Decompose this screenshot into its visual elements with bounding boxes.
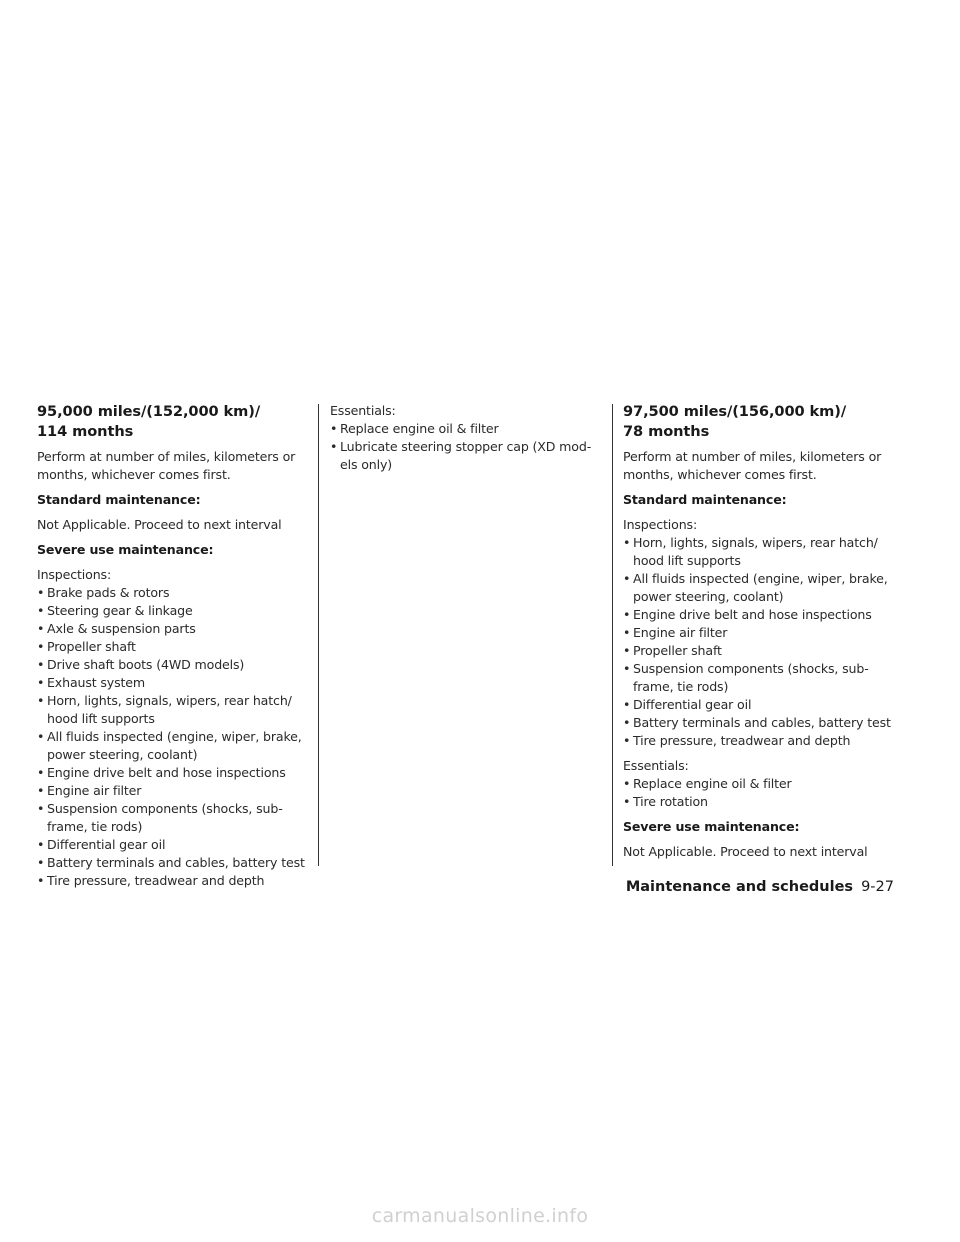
severe-maintenance-text: Not Applicable. Proceed to next interval (623, 844, 868, 859)
list-item: • Replace engine oil & filter (623, 775, 895, 793)
list-item: • Tire rotation (623, 793, 895, 811)
heading-line-2: 78 months (623, 423, 710, 440)
standard-maintenance-title: Standard maintenance: (623, 492, 787, 507)
standard-maintenance-text: Not Applicable. Proceed to next interval (37, 517, 282, 532)
severe-maintenance-title: Severe use maintenance: (37, 542, 214, 557)
column-divider (318, 404, 319, 866)
list-item: • Tire pressure, treadwear and depth (623, 732, 895, 750)
list-item: • Replace engine oil & filter (330, 420, 602, 438)
interval-heading-97500 (623, 402, 895, 442)
inspections-list (37, 584, 309, 890)
list-item: • Engine air filter (37, 782, 309, 800)
list-item: • All fluids inspected (engine, wiper, brake, power steering, coolant) (623, 570, 895, 606)
interval-intro: Perform at number of miles, kilometers or months, whichever comes first. (623, 449, 882, 482)
list-item: • Suspension components (shocks, sub- frame, tie rods) (37, 800, 309, 836)
heading-line-2: 114 months (37, 423, 134, 440)
list-item: • Propeller shaft (37, 638, 309, 656)
column-divider (612, 404, 613, 866)
list-item: • Battery terminals and cables, battery test (623, 714, 895, 732)
list-item: • Lubricate steering stopper cap (XD mod- els only) (330, 438, 602, 474)
column-left (37, 402, 309, 897)
inspections-label: Inspections: (37, 567, 112, 582)
list-item: • Battery terminals and cables, battery test (37, 854, 309, 872)
list-item: • Engine air filter (623, 624, 895, 642)
essentials-list (623, 775, 895, 811)
list-item: • Brake pads & rotors (37, 584, 309, 602)
page-number: 9-27 (861, 879, 894, 895)
inspections-label: Inspections: (623, 517, 698, 532)
severe-maintenance-title: Severe use maintenance: (623, 819, 800, 834)
essentials-list (330, 420, 602, 474)
heading-line-1: 97,500 miles/(156,000 km)/ (623, 403, 847, 420)
inspections-list (623, 534, 895, 750)
essentials-label: Essentials: (623, 758, 689, 773)
list-item: • Engine drive belt and hose inspections (623, 606, 895, 624)
watermark: carmanualsonline.info (371, 1205, 589, 1227)
interval-intro: Perform at number of miles, kilometers or months, whichever comes first. (37, 449, 296, 482)
column-right (623, 402, 895, 868)
list-item: • Suspension components (shocks, sub- frame, tie rods) (623, 660, 895, 696)
page-footer (626, 877, 894, 897)
heading-line-1: 95,000 miles/(152,000 km)/ (37, 403, 261, 420)
list-item: • All fluids inspected (engine, wiper, brake, power steering, coolant) (37, 728, 309, 764)
list-item: • Horn, lights, signals, wipers, rear hatch/ hood lift supports (623, 534, 895, 570)
list-item: • Propeller shaft (623, 642, 895, 660)
list-item: • Tire pressure, treadwear and depth (37, 872, 309, 890)
list-item: • Exhaust system (37, 674, 309, 692)
list-item: • Engine drive belt and hose inspections (37, 764, 309, 782)
column-middle (330, 402, 602, 481)
list-item: • Drive shaft boots (4WD models) (37, 656, 309, 674)
standard-maintenance-title: Standard maintenance: (37, 492, 201, 507)
list-item: • Differential gear oil (623, 696, 895, 714)
interval-heading-95000 (37, 402, 309, 442)
essentials-label: Essentials: (330, 403, 396, 418)
footer-section-title: Maintenance and schedules (625, 879, 854, 895)
list-item: • Axle & suspension parts (37, 620, 309, 638)
list-item: • Differential gear oil (37, 836, 309, 854)
list-item: • Steering gear & linkage (37, 602, 309, 620)
list-item: • Horn, lights, signals, wipers, rear hatch/ hood lift supports (37, 692, 309, 728)
